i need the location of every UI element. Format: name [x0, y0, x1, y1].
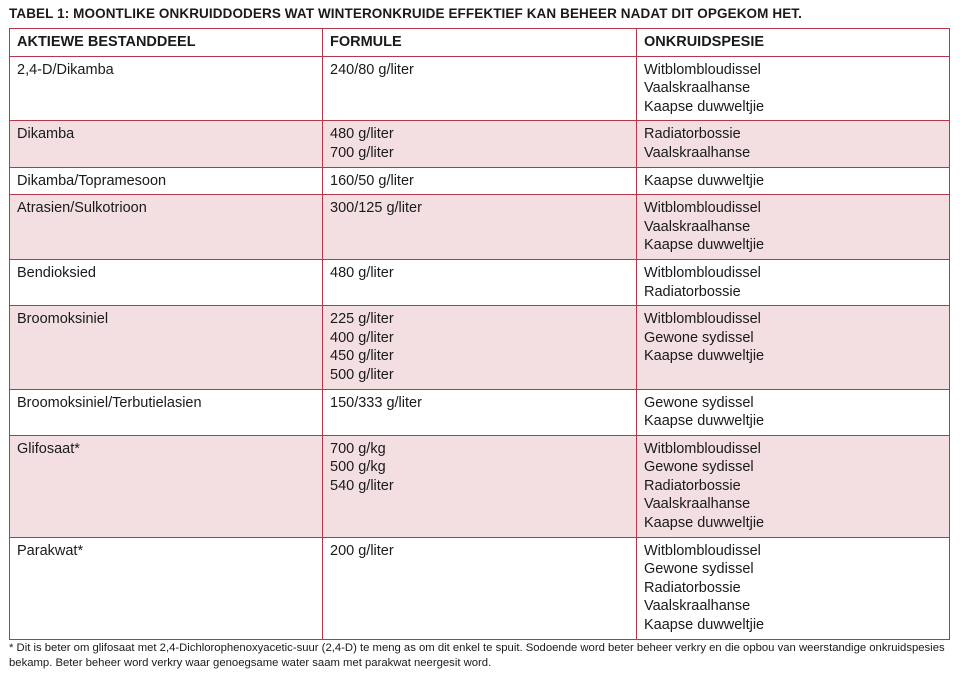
- footnote: * Dit is beter om glifosaat met 2,4-Dichlorophenoxyacetic-suur (2,4-D) te meng as om dit enkel te spuit. Sodoende word beter beheer verkry en die opbou van weerstandige onkruidspesies bekamp. Beter beheer word verkry waar genoegsame water saam met parakwat neergesit word.: [9, 642, 945, 669]
- ingredient-text: 2,4-D/Dikamba: [17, 61, 114, 78]
- table-row: [10, 195, 950, 260]
- cell-ingredient: [10, 56, 323, 121]
- formula-text: 450 g/liter: [330, 348, 394, 365]
- cell-ingredient: [10, 389, 323, 435]
- cell-formula: [323, 306, 637, 389]
- cell-ingredient: [10, 121, 323, 167]
- cell-formula: [323, 389, 637, 435]
- species-text: Witblombloudissel: [644, 200, 761, 217]
- table-body: [10, 56, 950, 639]
- cell-ingredient: [10, 195, 323, 260]
- table-title: TABEL 1: MOONTLIKE ONKRUIDDODERS WAT WINTERONKRUIDE EFFEKTIEF KAN BEHEER NADAT DIT OPGEKOM HET.: [9, 6, 803, 21]
- cell-formula: [323, 167, 637, 195]
- formula-text: 240/80 g/liter: [330, 61, 414, 78]
- table-row: [10, 56, 950, 121]
- cell-ingredient: [10, 537, 323, 639]
- cell-species: [637, 121, 950, 167]
- cell-species: [637, 389, 950, 435]
- table-row: [10, 537, 950, 639]
- species-text: Gewone sydissel: [644, 329, 754, 346]
- species-text: Witblombloudissel: [644, 61, 761, 78]
- cell-ingredient: [10, 306, 323, 389]
- cell-formula: [323, 259, 637, 305]
- ingredient-text: Dikamba/Topramesoon: [17, 172, 167, 189]
- formula-text: 700 g/liter: [330, 144, 394, 161]
- cell-ingredient: [10, 259, 323, 305]
- species-text: Vaalskraalhanse: [644, 80, 751, 97]
- cell-species: [637, 306, 950, 389]
- cell-species: [637, 167, 950, 195]
- formula-text: 700 g/kg: [330, 440, 386, 457]
- formula-text: 480 g/liter: [330, 264, 394, 281]
- species-text: Vaalskraalhanse: [644, 218, 751, 235]
- ingredient-text: Broomoksiniel: [17, 311, 109, 328]
- table-row: [10, 435, 950, 537]
- cell-species: [637, 195, 950, 260]
- formula-text: 300/125 g/liter: [330, 200, 422, 217]
- cell-species: [637, 537, 950, 639]
- cell-formula: [323, 121, 637, 167]
- cell-species: [637, 56, 950, 121]
- species-text: Gewone sydissel: [644, 459, 754, 476]
- species-text: Radiatorbossie: [644, 126, 741, 143]
- cell-formula: [323, 435, 637, 537]
- cell-formula: [323, 195, 637, 260]
- species-text: Witblombloudissel: [644, 542, 761, 559]
- formula-text: 150/333 g/liter: [330, 394, 422, 411]
- formula-text: 480 g/liter: [330, 126, 394, 143]
- cell-species: [637, 435, 950, 537]
- cell-formula: [323, 537, 637, 639]
- ingredient-text: Atrasien/Sulkotrioon: [17, 200, 147, 217]
- column-header-formula: FORMULE: [323, 29, 637, 57]
- species-text: Kaapse duwweltjie: [644, 348, 765, 365]
- species-text: Witblombloudissel: [644, 311, 761, 328]
- species-text: Vaalskraalhanse: [644, 598, 751, 615]
- formula-text: 500 g/kg: [330, 459, 386, 476]
- species-text: Kaapse duwweltjie: [644, 617, 765, 634]
- cell-species: [637, 259, 950, 305]
- formula-text: 160/50 g/liter: [330, 172, 414, 189]
- formula-text: 540 g/liter: [330, 477, 394, 494]
- species-text: Kaapse duwweltjie: [644, 98, 765, 115]
- formula-text: 400 g/liter: [330, 329, 394, 346]
- species-text: Vaalskraalhanse: [644, 496, 751, 513]
- table-header-row: [10, 29, 950, 57]
- species-text: Radiatorbossie: [644, 477, 741, 494]
- species-text: Kaapse duwweltjie: [644, 237, 765, 254]
- species-text: Radiatorbossie: [644, 283, 741, 300]
- species-text: Vaalskraalhanse: [644, 144, 751, 161]
- herbicide-table: [9, 28, 950, 640]
- table-row: [10, 121, 950, 167]
- species-text: Witblombloudissel: [644, 440, 761, 457]
- species-text: Kaapse duwweltjie: [644, 515, 765, 532]
- column-header-ingredient: AKTIEWE BESTANDDEEL: [10, 29, 323, 57]
- ingredient-text: Parakwat*: [17, 542, 84, 559]
- formula-text: 225 g/liter: [330, 311, 394, 328]
- ingredient-text: Broomoksiniel/Terbutielasien: [17, 394, 202, 411]
- table-row: [10, 306, 950, 389]
- species-text: Witblombloudissel: [644, 264, 761, 281]
- ingredient-text: Glifosaat*: [17, 440, 80, 457]
- formula-text: 500 g/liter: [330, 366, 394, 383]
- ingredient-text: Bendioksied: [17, 264, 96, 281]
- species-text: Kaapse duwweltjie: [644, 172, 765, 189]
- table-row: [10, 167, 950, 195]
- species-text: Kaapse duwweltjie: [644, 413, 765, 430]
- cell-ingredient: [10, 167, 323, 195]
- table-row: [10, 389, 950, 435]
- formula-text: 200 g/liter: [330, 542, 394, 559]
- cell-ingredient: [10, 435, 323, 537]
- species-text: Radiatorbossie: [644, 579, 741, 596]
- cell-formula: [323, 56, 637, 121]
- species-text: Gewone sydissel: [644, 394, 754, 411]
- species-text: Gewone sydissel: [644, 561, 754, 578]
- column-header-species: ONKRUIDSPESIE: [637, 29, 950, 57]
- ingredient-text: Dikamba: [17, 126, 75, 143]
- table-row: [10, 259, 950, 305]
